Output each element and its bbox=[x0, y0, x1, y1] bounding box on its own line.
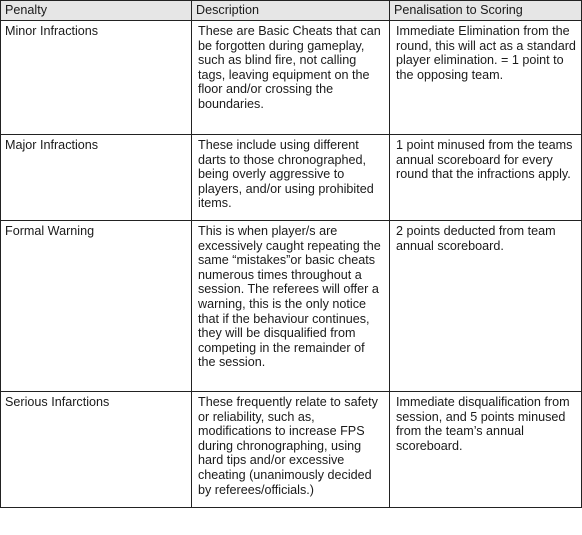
penalty-cell: Formal Warning bbox=[1, 221, 192, 392]
header-penalty: Penalty bbox=[1, 1, 192, 21]
table-row bbox=[1, 221, 582, 392]
description-cell: These include using different darts to those chronographed, being overly aggressive to players, and/or using prohibited items. bbox=[192, 135, 390, 221]
description-cell: This is when player/s are excessively caught repeating the same “mistakes”or basic cheats numerous times throughout a session. The referees will offer a warning, this is the only notice that if the behaviour continues, they will be disqualified from competing in the remainder of the session. bbox=[192, 221, 390, 392]
table-row bbox=[1, 135, 582, 221]
penalty-cell: Minor Infractions bbox=[1, 21, 192, 135]
table-row bbox=[1, 392, 582, 508]
scoring-cell: Immediate Elimination from the round, this will act as a standard player elimination. = 1 point to the opposing team. bbox=[390, 21, 582, 135]
scoring-cell: Immediate disqualification from session, and 5 points minused from the team’s annual scoreboard. bbox=[390, 392, 582, 508]
table-row bbox=[1, 21, 582, 135]
header-penalisation-to-scoring: Penalisation to Scoring bbox=[390, 1, 582, 21]
table-header bbox=[1, 1, 582, 21]
penalty-cell: Serious Infarctions bbox=[1, 392, 192, 508]
penalty-cell: Major Infractions bbox=[1, 135, 192, 221]
header-row bbox=[1, 1, 582, 21]
scoring-cell: 1 point minused from the teams annual scoreboard for every round that the infractions apply. bbox=[390, 135, 582, 221]
header-description: Description bbox=[192, 1, 390, 21]
description-cell: These are Basic Cheats that can be forgotten during gameplay, such as blind fire, not calling tags, leaving equipment on the floor and/or crossing the boundaries. bbox=[192, 21, 390, 135]
table-body bbox=[1, 21, 582, 508]
scoring-cell: 2 points deducted from team annual scoreboard. bbox=[390, 221, 582, 392]
description-cell: These frequently relate to safety or reliability, such as, modifications to increase FPS during chronographing, using hard tips and/or excessive cheating (unanimously decided by referees/officials.) bbox=[192, 392, 390, 508]
